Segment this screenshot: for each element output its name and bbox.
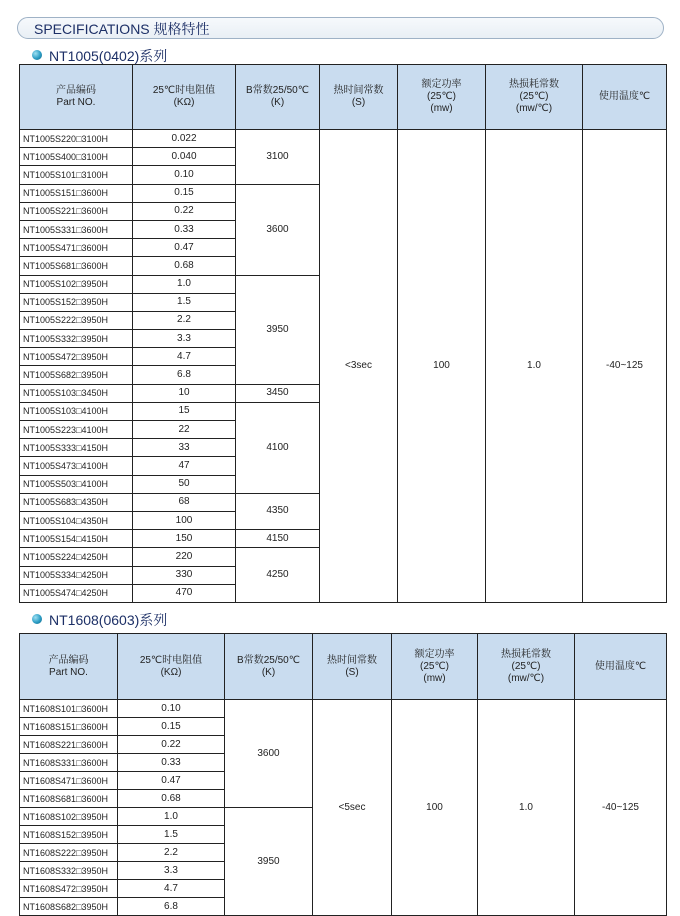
column-header-temp-range	[583, 65, 667, 130]
resistance-cell: 10	[133, 384, 236, 402]
column-header-text: 产品编码	[48, 654, 89, 666]
part-number-cell: NT1005S683□4350H	[20, 493, 133, 511]
section-title-nt1608: NT1608(0603)系列	[49, 612, 168, 628]
table-row	[20, 130, 667, 148]
part-number-cell: NT1608S101□3600H	[20, 700, 118, 718]
part-number-cell: NT1005S333□4150H	[20, 439, 133, 457]
column-header-text: (mw/℃)	[515, 103, 553, 114]
part-number-cell: NT1005S101□3100H	[20, 166, 133, 184]
column-header-resistance	[118, 634, 225, 700]
part-number-cell: NT1005S331□3600H	[20, 220, 133, 238]
resistance-cell: 47	[133, 457, 236, 475]
part-number-cell: NT1005S682□3950H	[20, 366, 133, 384]
column-header-text: 使用温度℃	[598, 91, 651, 102]
part-number-cell: NT1608S681□3600H	[20, 790, 118, 808]
column-header-text: B常数25/50℃	[246, 85, 309, 96]
spec-table-nt1005	[19, 64, 667, 603]
rated-power-cell: 100	[398, 130, 486, 603]
part-number-cell: NT1005S154□4150H	[20, 530, 133, 548]
part-number-cell: NT1005S224□4250H	[20, 548, 133, 566]
resistance-cell: 2.2	[118, 844, 225, 862]
resistance-cell: 220	[133, 548, 236, 566]
part-number-cell: NT1005S681□3600H	[20, 257, 133, 275]
section-title-nt1005: NT1005(0402)系列	[49, 48, 168, 64]
column-header-time-constant	[320, 65, 398, 130]
resistance-cell: 0.68	[118, 790, 225, 808]
b-constant-cell: 4100	[236, 402, 320, 493]
column-header-text: (25℃)	[426, 91, 456, 102]
part-number-cell: NT1608S221□3600H	[20, 736, 118, 754]
column-header-text: 使用温度℃	[594, 660, 647, 672]
dissipation-cell: 1.0	[486, 130, 583, 603]
resistance-cell: 22	[133, 421, 236, 439]
part-number-cell: NT1005S503□4100H	[20, 475, 133, 493]
column-header-text: (KΩ)	[160, 666, 182, 678]
resistance-cell: 0.22	[118, 736, 225, 754]
column-header-part-no	[20, 65, 133, 130]
column-header-resistance	[133, 65, 236, 130]
part-number-cell: NT1005S104□4350H	[20, 511, 133, 529]
resistance-cell: 15	[133, 402, 236, 420]
part-number-cell: NT1608S151□3600H	[20, 718, 118, 736]
resistance-cell: 100	[133, 511, 236, 529]
column-header-text: (mw)	[423, 672, 446, 684]
specifications-header-bar	[17, 17, 664, 39]
part-number-cell: NT1608S331□3600H	[20, 754, 118, 772]
part-number-cell: NT1005S103□4100H	[20, 402, 133, 420]
column-header-text: (25℃)	[519, 91, 549, 102]
part-number-cell: NT1005S472□3950H	[20, 348, 133, 366]
resistance-cell: 68	[133, 493, 236, 511]
resistance-cell: 330	[133, 566, 236, 584]
resistance-cell: 2.2	[133, 311, 236, 329]
b-constant-cell: 3450	[236, 384, 320, 402]
table-header-row	[20, 65, 667, 130]
dissipation-cell: 1.0	[478, 700, 575, 916]
resistance-cell: 6.8	[118, 898, 225, 916]
section-bullet-icon	[32, 614, 42, 624]
b-constant-cell: 3100	[236, 130, 320, 185]
resistance-cell: 470	[133, 584, 236, 602]
resistance-cell: 3.3	[118, 862, 225, 880]
table-header-row	[20, 634, 667, 700]
part-number-cell: NT1608S222□3950H	[20, 844, 118, 862]
part-number-cell: NT1005S332□3950H	[20, 330, 133, 348]
part-number-cell: NT1005S220□3100H	[20, 130, 133, 148]
time-constant-cell: <5sec	[313, 700, 392, 916]
column-header-text: 热损耗常数	[501, 648, 551, 660]
resistance-cell: 4.7	[133, 348, 236, 366]
rated-power-cell: 100	[392, 700, 478, 916]
resistance-cell: 0.47	[133, 239, 236, 257]
b-constant-cell: 3950	[225, 808, 313, 916]
time-constant-cell: <3sec	[320, 130, 398, 603]
resistance-cell: 0.33	[118, 754, 225, 772]
column-header-time-constant	[313, 634, 392, 700]
column-header-text: (mw)	[430, 103, 453, 114]
column-header-text: (KΩ)	[173, 97, 195, 108]
b-constant-cell: 3600	[225, 700, 313, 808]
column-header-dissipation	[486, 65, 583, 130]
column-header-text: 额定功率	[414, 648, 455, 660]
column-header-text: Part NO.	[56, 97, 96, 108]
resistance-cell: 3.3	[133, 330, 236, 348]
resistance-cell: 0.47	[118, 772, 225, 790]
column-header-rated-power	[398, 65, 486, 130]
resistance-cell: 0.040	[133, 148, 236, 166]
column-header-text: (S)	[345, 666, 359, 678]
part-number-cell: NT1608S471□3600H	[20, 772, 118, 790]
b-constant-cell: 3600	[236, 184, 320, 275]
column-header-rated-power	[392, 634, 478, 700]
column-header-text: (K)	[270, 97, 285, 108]
column-header-text: 热时间常数	[327, 654, 377, 666]
part-number-cell: NT1005S474□4250H	[20, 584, 133, 602]
resistance-cell: 0.15	[133, 184, 236, 202]
part-number-cell: NT1005S471□3600H	[20, 239, 133, 257]
resistance-cell: 1.0	[118, 808, 225, 826]
column-header-text: 25℃时电阻值	[152, 85, 216, 96]
table-row	[20, 700, 667, 718]
part-number-cell: NT1005S221□3600H	[20, 202, 133, 220]
b-constant-cell: 4250	[236, 548, 320, 603]
part-number-cell: NT1608S102□3950H	[20, 808, 118, 826]
column-header-text: 产品编码	[56, 85, 96, 96]
column-header-text: 25℃时电阻值	[139, 654, 203, 666]
column-header-text: (mw/℃)	[507, 672, 545, 684]
part-number-cell: NT1005S473□4100H	[20, 457, 133, 475]
b-constant-cell: 3950	[236, 275, 320, 384]
column-header-text: (25℃)	[419, 660, 449, 672]
resistance-cell: 0.33	[133, 220, 236, 238]
column-header-text: B常数25/50℃	[237, 654, 300, 666]
column-header-text: (25℃)	[511, 660, 541, 672]
column-header-text: 热时间常数	[333, 85, 384, 96]
b-constant-cell: 4150	[236, 530, 320, 548]
column-header-text: (S)	[351, 97, 366, 108]
b-constant-cell: 4350	[236, 493, 320, 529]
resistance-cell: 1.5	[118, 826, 225, 844]
part-number-cell: NT1608S152□3950H	[20, 826, 118, 844]
part-number-cell: NT1608S472□3950H	[20, 880, 118, 898]
column-header-text: 额定功率	[421, 79, 462, 90]
resistance-cell: 4.7	[118, 880, 225, 898]
column-header-text: (K)	[261, 666, 276, 678]
part-number-cell: NT1005S400□3100H	[20, 148, 133, 166]
specifications-title: SPECIFICATIONS 规格特性	[34, 21, 210, 37]
resistance-cell: 0.22	[133, 202, 236, 220]
resistance-cell: 0.15	[118, 718, 225, 736]
column-header-dissipation	[478, 634, 575, 700]
part-number-cell: NT1005S152□3950H	[20, 293, 133, 311]
resistance-cell: 0.68	[133, 257, 236, 275]
resistance-cell: 33	[133, 439, 236, 457]
resistance-cell: 150	[133, 530, 236, 548]
part-number-cell: NT1005S151□3600H	[20, 184, 133, 202]
column-header-text: Part NO.	[49, 666, 88, 678]
resistance-cell: 1.5	[133, 293, 236, 311]
temperature-range-cell: -40~125	[575, 700, 667, 916]
resistance-cell: 50	[133, 475, 236, 493]
temperature-range-cell: -40~125	[583, 130, 667, 603]
column-header-text: 热损耗常数	[509, 79, 559, 90]
column-header-temp-range	[575, 634, 667, 700]
resistance-cell: 6.8	[133, 366, 236, 384]
resistance-cell: 0.10	[133, 166, 236, 184]
part-number-cell: NT1005S223□4100H	[20, 421, 133, 439]
resistance-cell: 0.022	[133, 130, 236, 148]
column-header-b-constant	[236, 65, 320, 130]
resistance-cell: 0.10	[118, 700, 225, 718]
column-header-b-constant	[225, 634, 313, 700]
part-number-cell: NT1005S102□3950H	[20, 275, 133, 293]
part-number-cell: NT1005S103□3450H	[20, 384, 133, 402]
section-bullet-icon	[32, 50, 42, 60]
part-number-cell: NT1005S222□3950H	[20, 311, 133, 329]
resistance-cell: 1.0	[133, 275, 236, 293]
part-number-cell: NT1608S332□3950H	[20, 862, 118, 880]
spec-table-nt1608	[19, 633, 667, 916]
part-number-cell: NT1005S334□4250H	[20, 566, 133, 584]
column-header-part-no	[20, 634, 118, 700]
part-number-cell: NT1608S682□3950H	[20, 898, 118, 916]
